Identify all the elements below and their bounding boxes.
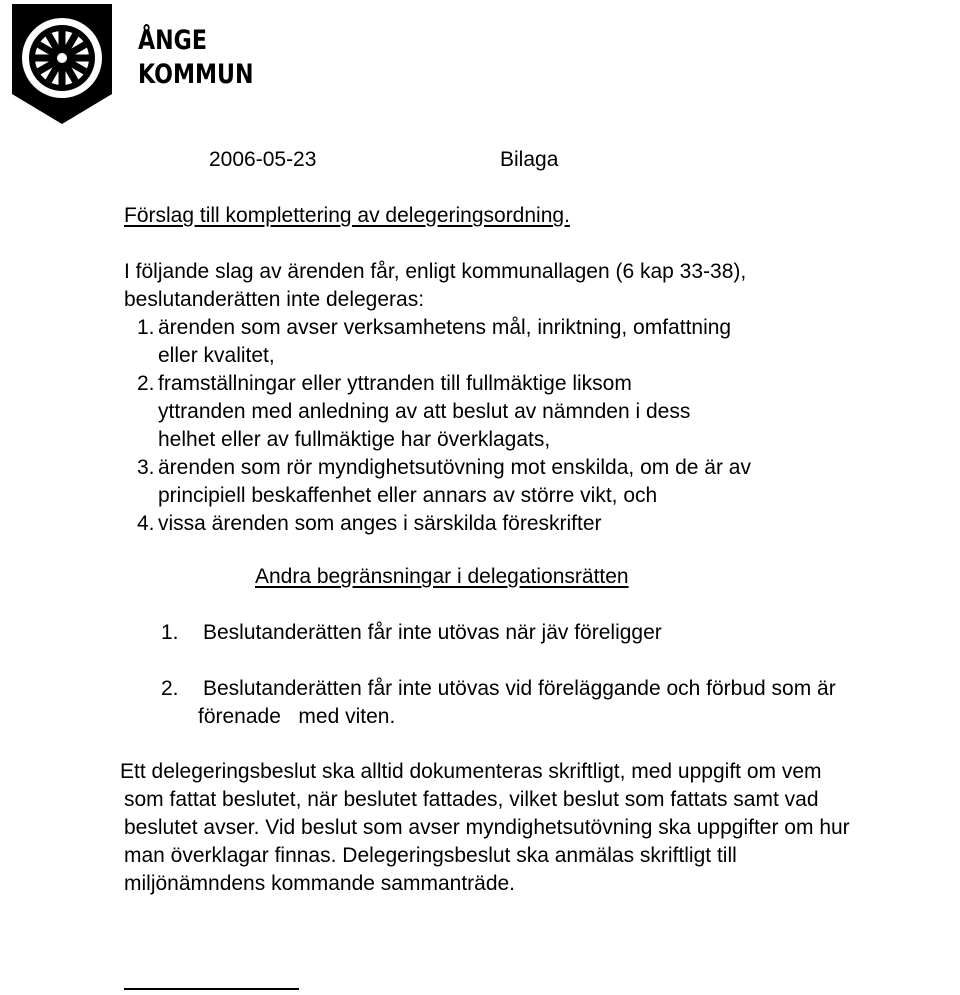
- limitation-text: Beslutanderätten får inte utövas när jäv föreligger: [203, 621, 662, 644]
- list-item-line: ärenden som rör myndighetsutövning mot enskilda, om de är av: [158, 456, 751, 479]
- org-name-line1: ÅNGE: [138, 25, 207, 56]
- list-item-number: 2.: [137, 372, 155, 395]
- list-item-line: yttranden med anledning av att beslut av nämnden i dess: [158, 400, 691, 423]
- closing-paragraph: [120, 758, 850, 898]
- non-delegable-list: [124, 314, 878, 538]
- list-item: [124, 454, 878, 510]
- section-subheading: Andra begränsningar i delegationsrätten: [255, 565, 629, 588]
- list-item-number: 3.: [137, 456, 155, 479]
- org-name-line2: KOMMUN: [138, 59, 254, 90]
- list-item-line: vissa ärenden som anges i särskilda föreskrifter: [158, 512, 602, 535]
- list-item-line: principiell beskaffenhet eller annars av större vikt, och: [158, 484, 658, 507]
- limitation-number: 1.: [161, 621, 179, 644]
- closing-line: Ett delegeringsbeslut ska alltid dokumenteras skriftligt, med uppgift om vem: [120, 760, 822, 783]
- intro-line: I följande slag av ärenden får, enligt kommunallagen (6 kap 33-38),: [124, 260, 747, 283]
- list-item-line: helhet eller av fullmäktige har överklagats,: [158, 428, 551, 451]
- document-title: Förslag till komplettering av delegeringsordning.: [124, 204, 570, 227]
- limitation-text: Beslutanderätten får inte utövas vid föreläggande och förbud som är: [203, 677, 836, 700]
- attachment-label: Bilaga: [500, 148, 559, 171]
- limitation-number: 2.: [161, 677, 179, 700]
- list-item-number: 4.: [137, 512, 155, 535]
- intro-paragraph: [124, 258, 746, 314]
- list-item-number: 1.: [137, 316, 155, 339]
- closing-line: man överklagar finnas. Delegeringsbeslut ska anmälas skriftligt till: [124, 844, 737, 867]
- list-item-line: ärenden som avser verksamhetens mål, inriktning, omfattning: [158, 316, 732, 339]
- footnote-divider: [124, 988, 299, 990]
- list-item: [124, 510, 878, 538]
- list-item: [124, 314, 878, 370]
- closing-line: som fattat beslutet, när beslutet fattades, vilket beslut som fattats samt vad: [124, 788, 819, 811]
- limitation-text-cont: förenade med viten.: [198, 705, 396, 728]
- org-name: [138, 24, 254, 92]
- list-item-line: eller kvalitet,: [158, 344, 275, 367]
- closing-line: beslutet avser. Vid beslut som avser myndighetsutövning ska uppgifter om hur: [124, 816, 850, 839]
- document-date: 2006-05-23: [209, 148, 317, 171]
- municipality-logo-icon: [10, 2, 114, 126]
- intro-line: beslutanderätten inte delegeras:: [124, 288, 425, 311]
- list-item: [124, 370, 878, 454]
- list-item-line: framställningar eller yttranden till fullmäktige liksom: [158, 372, 632, 395]
- closing-line: miljönämndens kommande sammanträde.: [124, 872, 516, 895]
